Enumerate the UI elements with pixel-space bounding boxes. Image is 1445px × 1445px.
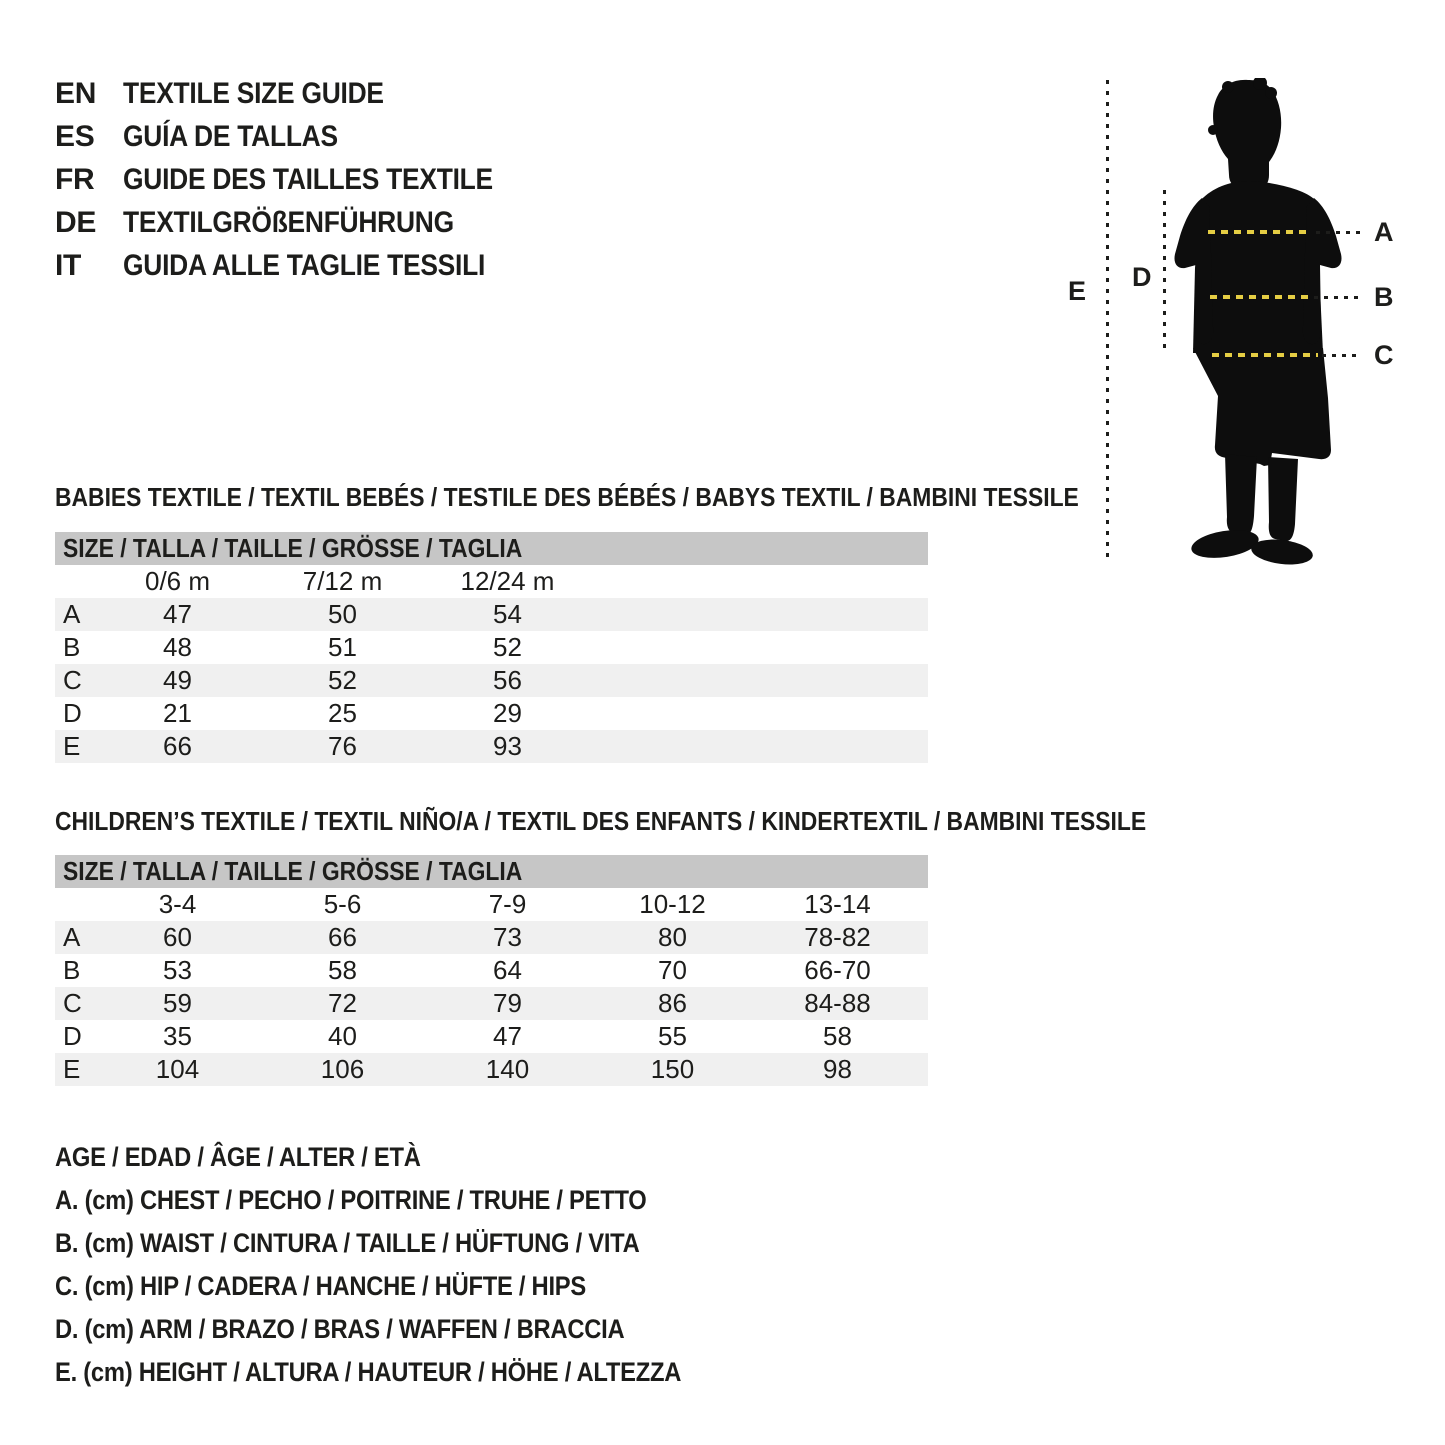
table-cell: 48 (163, 632, 192, 662)
column-header: 3-4 (158, 889, 197, 919)
table-row (55, 664, 928, 697)
column-header-row (55, 565, 928, 598)
language-title-block (55, 72, 543, 287)
table-cell: 86 (658, 988, 687, 1018)
table-cell: 104 (155, 1054, 200, 1084)
size-header-text: SIZE / TALLA / TAILLE / GRÖSSE / TAGLIA (63, 533, 523, 563)
column-header: 7-9 (488, 889, 527, 919)
row-label: D (63, 698, 82, 728)
table-cell: 58 (823, 1021, 852, 1051)
table-cell: 50 (328, 599, 357, 629)
table-cell: 51 (328, 632, 357, 662)
table-row (55, 631, 928, 664)
table-cell: 66 (163, 731, 192, 761)
legend-line (55, 1136, 766, 1179)
column-header: 0/6 m (144, 566, 211, 596)
babies-section-title (55, 483, 1218, 511)
table-cell: 56 (493, 665, 522, 695)
waist-measure-dashes (1210, 295, 1310, 299)
measure-label-e: E (1068, 276, 1087, 306)
guide-title: GUIDA ALLE TAGLIE TESSILI (123, 248, 486, 282)
table-cell: 52 (493, 632, 522, 662)
table-cell: 64 (493, 955, 522, 985)
arm-measure-dotted-line (1163, 190, 1166, 355)
column-header-row (55, 888, 928, 921)
size-header-bar (55, 855, 928, 888)
table-cell: 60 (163, 922, 192, 952)
legend-line (55, 1308, 766, 1351)
table-cell: 58 (328, 955, 357, 985)
legend-line (55, 1265, 766, 1308)
table-cell: 66-70 (804, 955, 871, 985)
table-row (55, 730, 928, 763)
row-label: C (63, 988, 82, 1018)
table-cell: 29 (493, 698, 522, 728)
guide-title: TEXTILGRÖßENFÜHRUNG (123, 205, 454, 239)
table-cell: 25 (328, 698, 357, 728)
table-cell: 78-82 (804, 922, 871, 952)
column-header: 7/12 m (302, 566, 383, 596)
table-cell: 93 (493, 731, 522, 761)
size-header-bar (55, 532, 928, 565)
table-row (55, 1020, 928, 1053)
guide-title: TEXTILE SIZE GUIDE (123, 76, 384, 110)
table-cell: 80 (658, 922, 687, 952)
legend-line-text: C. (cm) HIP / CADERA / HANCHE / HÜFTE / HIPS (55, 1271, 586, 1301)
table-cell: 59 (163, 988, 192, 1018)
column-header: 10-12 (639, 889, 706, 919)
table-cell: 53 (163, 955, 192, 985)
row-label: B (63, 632, 81, 662)
lang-code: ES (55, 119, 95, 153)
row-label: E (63, 731, 81, 761)
column-header: 13-14 (804, 889, 871, 919)
hip-measure-dots (1322, 354, 1360, 357)
measure-label-a: A (1374, 217, 1394, 247)
table-row (55, 921, 928, 954)
measure-label-b: B (1374, 282, 1394, 312)
table-cell: 106 (320, 1054, 365, 1084)
title-row-de (55, 201, 543, 244)
row-label: E (63, 1054, 81, 1084)
measure-label-d: D (1132, 262, 1152, 292)
babies-table (55, 532, 928, 763)
legend-line (55, 1222, 766, 1265)
table-cell: 55 (658, 1021, 687, 1051)
column-header: 12/24 m (460, 566, 555, 596)
table-cell: 21 (163, 698, 192, 728)
table-row (55, 598, 928, 631)
waist-measure-dots (1314, 296, 1360, 299)
title-row-it (55, 244, 543, 287)
column-header: 5-6 (323, 889, 362, 919)
legend-line (55, 1179, 766, 1222)
table-row (55, 1053, 928, 1086)
children-section-title (55, 807, 1295, 835)
row-label: A (63, 599, 81, 629)
table-cell: 79 (493, 988, 522, 1018)
hip-measure-dashes (1212, 353, 1318, 357)
legend-line-text: E. (cm) HEIGHT / ALTURA / HAUTEUR / HÖHE / ALTEZZA (55, 1357, 682, 1387)
table-cell: 54 (493, 599, 522, 629)
legend (55, 1136, 766, 1394)
table-cell: 47 (163, 599, 192, 629)
title-row-fr (55, 158, 543, 201)
table-cell: 47 (493, 1021, 522, 1051)
table-cell: 73 (493, 922, 522, 952)
table-cell: 140 (485, 1054, 530, 1084)
row-label: B (63, 955, 81, 985)
row-label: A (63, 922, 81, 952)
table-cell: 70 (658, 955, 687, 985)
table-cell: 52 (328, 665, 357, 695)
table-cell: 98 (823, 1054, 852, 1084)
size-header-text: SIZE / TALLA / TAILLE / GRÖSSE / TAGLIA (63, 856, 523, 886)
legend-line-text: AGE / EDAD / ÂGE / ALTER / ETÀ (55, 1142, 421, 1172)
legend-line (55, 1351, 766, 1394)
lang-code: EN (55, 76, 97, 110)
title-row-es (55, 115, 543, 158)
lang-code: FR (55, 162, 95, 196)
lang-code: DE (55, 205, 97, 239)
table-cell: 84-88 (804, 988, 871, 1018)
children-table (55, 855, 928, 1086)
guide-title: GUIDE DES TAILLES TEXTILE (123, 162, 493, 196)
table-cell: 72 (328, 988, 357, 1018)
table-cell: 66 (328, 922, 357, 952)
measure-label-c: C (1374, 340, 1394, 370)
babies-section-title-text: BABIES TEXTILE / TEXTIL BEBÉS / TESTILE DES BÉBÉS / BABYS TEXTIL / BAMBINI TESSILE (55, 482, 1079, 512)
table-cell: 49 (163, 665, 192, 695)
table-row (55, 987, 928, 1020)
table-cell: 150 (650, 1054, 695, 1084)
title-row-en (55, 72, 543, 115)
legend-line-text: A. (cm) CHEST / PECHO / POITRINE / TRUHE / PETTO (55, 1185, 647, 1215)
guide-title: GUÍA DE TALLAS (123, 119, 338, 153)
table-cell: 35 (163, 1021, 192, 1051)
row-label: D (63, 1021, 82, 1051)
row-label: C (63, 665, 82, 695)
lang-code: IT (55, 248, 82, 282)
legend-line-text: D. (cm) ARM / BRAZO / BRAS / WAFFEN / BRACCIA (55, 1314, 625, 1344)
legend-line-text: B. (cm) WAIST / CINTURA / TAILLE / HÜFTUNG / VITA (55, 1228, 640, 1258)
table-cell: 40 (328, 1021, 357, 1051)
chest-measure-dots (1316, 231, 1360, 234)
table-cell: 76 (328, 731, 357, 761)
chest-measure-dashes (1208, 230, 1312, 234)
table-row (55, 697, 928, 730)
children-section-title-text: CHILDREN’S TEXTILE / TEXTIL NIÑO/A / TEXTIL DES ENFANTS / KINDERTEXTIL / BAMBINI TESSILE (55, 806, 1147, 836)
table-row (55, 954, 928, 987)
